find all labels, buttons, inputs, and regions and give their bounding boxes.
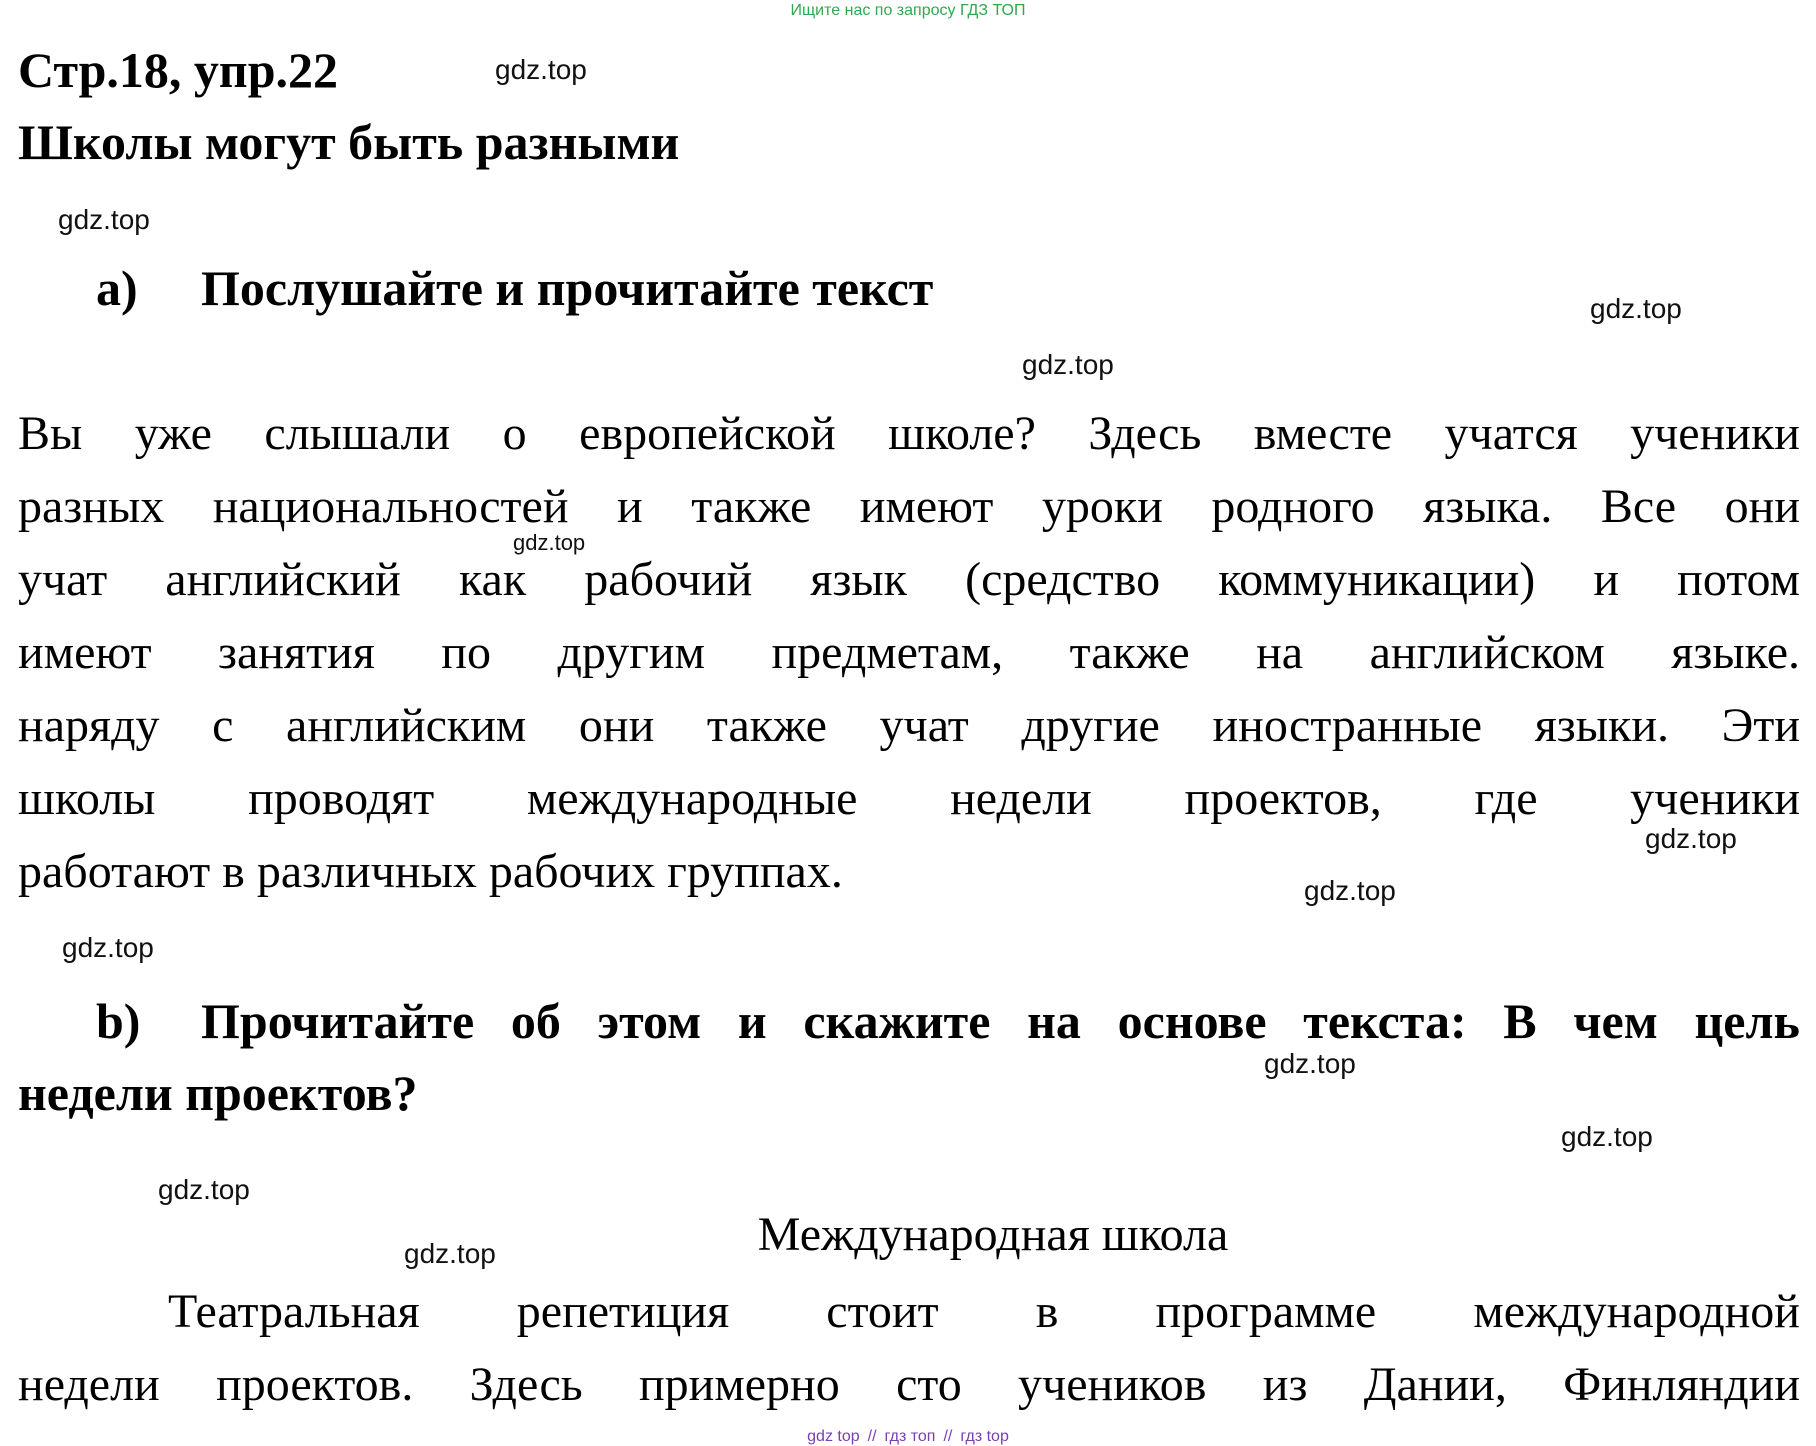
paragraph-line: работают в различных рабочих группах. (18, 845, 843, 898)
watermark: gdz.top (404, 1238, 496, 1269)
story-line: недели проектов. Здесь примерно сто учеников из Дании, Финляндии (18, 1358, 1800, 1411)
watermark: gdz.top (1022, 349, 1114, 380)
page-reference-heading: Стр.18, упр.22 (18, 42, 339, 98)
watermark: gdz.top (513, 530, 586, 555)
top-banner[interactable]: Ищите нас по запросу ГДЗ ТОП (790, 2, 1026, 19)
task-b-letter: b) (96, 993, 141, 1049)
paragraph-europe-school (18, 397, 1800, 908)
task-b-line-1 (18, 985, 1800, 1057)
story-title: Международная школа (757, 1208, 1229, 1261)
watermark: gdz.top (62, 932, 154, 963)
watermark: gdz.top (1590, 293, 1682, 324)
watermark: gdz.top (1264, 1048, 1356, 1079)
footer-separator: // (943, 1428, 953, 1445)
task-a-heading (96, 258, 933, 318)
paragraph-line: имеют занятия по другим предметам, также на английском языке. (18, 626, 1800, 679)
paragraph-line: учат английский как рабочий язык (средство коммуникации) и потом (18, 553, 1800, 606)
watermark: gdz.top (1645, 823, 1737, 854)
paragraph-line: школы проводят международные недели проектов, где ученики (18, 772, 1800, 825)
footer-link[interactable]: gdz top (807, 1428, 860, 1445)
task-b-title-line-1: Прочитайте об этом и скажите на основе текста: В чем цель (201, 993, 1800, 1049)
footer-separator: // (867, 1428, 877, 1445)
footer-links (0, 1428, 1816, 1446)
task-a-letter: a) (96, 260, 138, 316)
task-b-title-line-2: недели проектов? (18, 1065, 418, 1121)
watermark: gdz.top (1304, 875, 1396, 906)
paragraph-line: разных национальностей и также имеют уроки родного языка. Все они (18, 480, 1800, 533)
story-line: Театральная репетиция стоит в программе международной (168, 1285, 1800, 1338)
watermark: gdz.top (1561, 1121, 1653, 1152)
watermark: gdz.top (495, 54, 587, 85)
paragraph-line: Вы уже слышали о европейской школе? Здесь вместе учатся ученики (18, 407, 1800, 460)
paragraph-line: наряду с английским они также учат другие иностранные языки. Эти (18, 699, 1800, 752)
watermark: gdz.top (158, 1174, 250, 1205)
topic-heading: Школы могут быть разными (18, 114, 680, 170)
task-b-heading (18, 985, 1800, 1129)
watermark: gdz.top (58, 204, 150, 235)
task-a-title: Послушайте и прочитайте текст (201, 260, 934, 316)
story-paragraph (18, 1275, 1800, 1421)
footer-link[interactable]: гдз топ (884, 1428, 936, 1445)
footer-link[interactable]: гдз top (960, 1428, 1009, 1445)
